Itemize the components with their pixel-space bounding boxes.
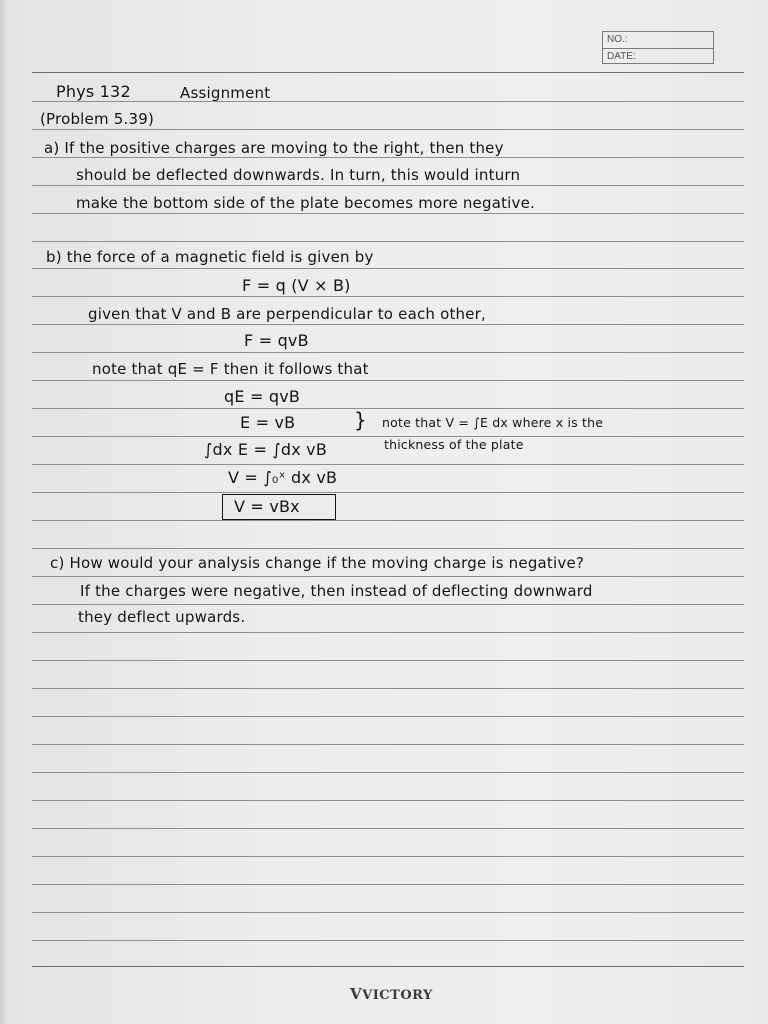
victory-v-icon: V: [350, 985, 363, 1003]
ruled-line: [32, 604, 744, 605]
victory-brand-logo: [350, 985, 433, 1003]
integral-equation: ∫dx E = ∫dx vB: [204, 440, 328, 459]
qe-equation: qE = qvB: [224, 387, 301, 406]
thickness-note: thickness of the plate: [384, 437, 524, 452]
ruled-line: [32, 185, 744, 186]
ruled-line: [32, 213, 744, 214]
force-equation: F = qvB: [244, 331, 309, 350]
problem-number: (Problem 5.39): [40, 110, 154, 128]
final-answer: V = vBx: [234, 497, 300, 516]
page-binding-edge: [0, 0, 6, 1024]
ruled-line: [32, 408, 744, 409]
perpendicular-note: given that V and B are perpendicular to each other,: [88, 305, 487, 323]
ruled-line: [32, 828, 744, 829]
ruled-line: [32, 940, 744, 941]
ruled-line: [32, 660, 744, 661]
part-c-question: c) How would your analysis change if the moving charge is negative?: [50, 554, 585, 572]
part-c-answer-line-1: If the charges were negative, then instead of deflecting downward: [80, 582, 593, 600]
ruled-line: [32, 912, 744, 913]
part-a-line-1: a) If the positive charges are moving to the right, then they: [44, 139, 504, 157]
part-c-answer-line-2: they deflect upwards.: [78, 608, 246, 626]
ruled-line: [32, 352, 744, 353]
part-b-intro: b) the force of a magnetic field is given by: [46, 248, 374, 266]
ruled-line: [32, 296, 744, 297]
ruled-line: [32, 856, 744, 857]
ruled-line: [32, 772, 744, 773]
ruled-line: [32, 324, 744, 325]
lorentz-force-equation: F = q (V × B): [242, 276, 351, 295]
assignment-label: Assignment: [180, 84, 271, 102]
ruled-line: [32, 72, 744, 73]
ruled-line: [32, 129, 744, 130]
electric-force-note: note that qE = F then it follows that: [92, 360, 369, 378]
ruled-line: [32, 884, 744, 885]
ruled-line: [32, 800, 744, 801]
definite-integral-equation: V = ∫₀ˣ dx vB: [228, 468, 338, 487]
field-equation: E = vB: [240, 413, 296, 432]
voltage-integral-note: note that V = ∫E dx where x is the: [382, 415, 604, 430]
brand-name: VICTORY: [362, 988, 433, 1003]
ruled-line: [32, 268, 744, 269]
ruled-line: [32, 744, 744, 745]
ruled-line: [32, 632, 744, 633]
ruled-line: [32, 241, 744, 242]
ruled-line: [32, 492, 744, 493]
ruled-line: [32, 548, 744, 549]
no-date-box: [602, 31, 714, 64]
part-a-line-2: should be deflected downwards. In turn, this would inturn: [76, 166, 521, 184]
course-title: Phys 132: [56, 82, 131, 101]
no-field: NO.:: [603, 32, 713, 49]
brace-symbol: }: [354, 408, 367, 432]
ruled-line: [32, 966, 744, 967]
ruled-line: [32, 380, 744, 381]
ruled-line: [32, 101, 744, 102]
ruled-line: [32, 688, 744, 689]
part-a-line-3: make the bottom side of the plate becomes more negative.: [76, 194, 536, 212]
ruled-line: [32, 464, 744, 465]
ruled-line: [32, 520, 744, 521]
ruled-line: [32, 716, 744, 717]
date-field: DATE:: [607, 50, 636, 62]
ruled-line: [32, 576, 744, 577]
ruled-line: [32, 157, 744, 158]
